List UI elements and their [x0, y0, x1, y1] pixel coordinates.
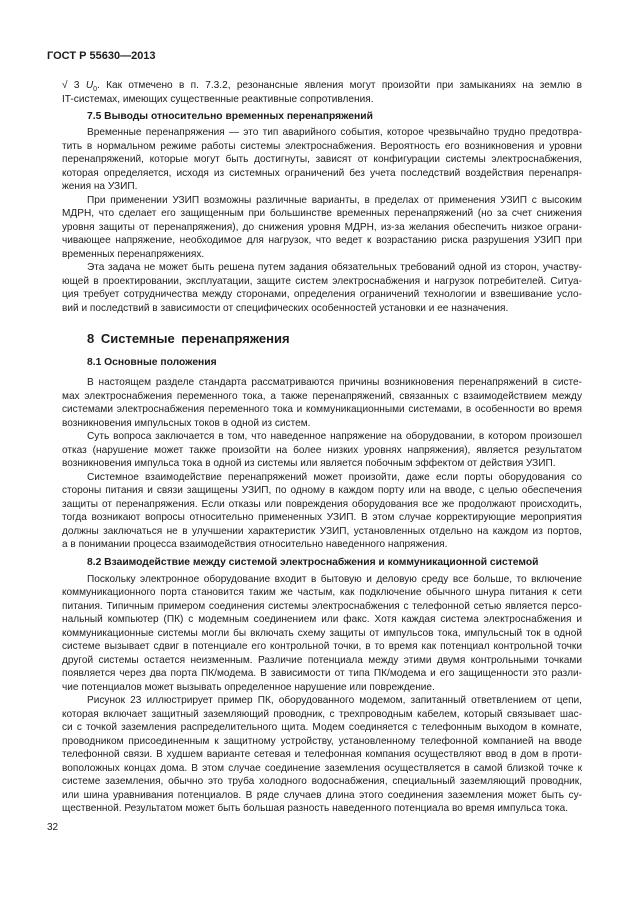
- intro-paragraph: [62, 79, 582, 106]
- intro-line-2: IT-системах, имеющих существенные реактивные сопротивления.: [62, 93, 374, 105]
- page-number: 32: [47, 821, 59, 833]
- section-heading-8-2: 8.2 Взаимодействие между системой электроснабжения и коммуникационной системой: [87, 556, 539, 568]
- section-heading-8: 8 Системные перенапряжения: [87, 331, 290, 346]
- paragraph: [62, 471, 582, 552]
- paragraph-line: уровня защиты от перенапряжения), до снижения уровня МДРН, из-за желания обеспечить низкое ограни-: [62, 221, 582, 233]
- paragraph-line: перенапряжений, которые могут быть достигнуты, зависят от конфигурации системы электроснабжения,: [62, 154, 582, 165]
- paragraph: [62, 430, 582, 471]
- paragraph: [62, 694, 582, 816]
- paragraph: [62, 126, 582, 194]
- paragraph-line: воположных концах дома. В этом случае соединение заземления осуществляется в самой близкой точке к: [62, 762, 582, 774]
- paragraph-line: системами электроснабжения переменного тока и коммуникационными системами, в особенности во время: [62, 404, 582, 415]
- paragraph-line: Рисунок 23 иллюстрирует пример ПК, оборудованного модемом, запитанный ответвлением от цепи,: [87, 695, 582, 706]
- paragraph-line: возникновения импульсных токов в одной из систем.: [62, 417, 311, 429]
- sqrt-symbol: √ 3: [62, 80, 80, 91]
- paragraph-line: появляется через два порта ПК/модема. В зависимости от типа ПК/модема и его защищенности это разли-: [62, 668, 582, 679]
- paragraph-line: В настоящем разделе стандарта рассматриваются причины возникновения перенапряжений в систе-: [87, 377, 582, 388]
- paragraph-line: должны заключаться не в улучшении характеристик УЗИП, установленных отдельно на каждом из портов,: [62, 525, 582, 537]
- paragraph-line: Поскольку электронное оборудование входит в бытовую и деловую среду все больше, то включение: [87, 573, 582, 585]
- paragraph-line: которая определяется, исходя из системных ограничений без учета последствий воздействия перенапря-: [62, 167, 582, 179]
- paragraph-line: системе заземления, обычно это труба холодного водоснабжения, специальный заземляющий проводник,: [62, 776, 582, 787]
- voltage-subscript: 0: [93, 86, 98, 94]
- paragraph-line: которая включает защитный заземляющий проводник, с трехпроводным кабелем, который связывает шас-: [62, 708, 582, 720]
- paragraph-line: другой системы остается неизменным. Различие потенциала между этими двумя контрольными точками: [62, 654, 582, 666]
- paragraph-line: отказ (нарушение может также произойти на более низких уровнях напряжения), является результатом: [62, 444, 582, 456]
- paragraph-line: нальный компьютер (ПК) с модемным соединением или факс. Хотя каждая система электроснабжения и: [62, 614, 582, 625]
- paragraph-line: щественной. Результатом может быть большая разность наведенного потенциала во время импульса тока.: [62, 803, 569, 814]
- section-heading-7-5: 7.5 Выводы относительно временных перенапряжений: [87, 111, 373, 122]
- paragraph-line: коммуникационные системы могли бы включать схему защиты от импульсов тока, импульсный ток в одной: [62, 627, 582, 639]
- paragraph-line: Системное взаимодействие перенапряжений может произойти, даже если порты оборудования со: [87, 471, 582, 483]
- document-header: ГОСТ Р 55630—2013: [47, 50, 156, 62]
- paragraph-line: тогда возникают вопросы относительно примененных УЗИП. В этом случае корректирующие мероприятия: [62, 512, 582, 523]
- paragraph-line: При применении УЗИП возможны различные варианты, в пределах от применения УЗИП с высоким: [87, 194, 582, 206]
- paragraph-line: Суть вопроса заключается в том, что наведенное напряжение на оборудовании, в котором произошел: [87, 431, 582, 442]
- paragraph-line: коммуникационного порта становится таким же частым, как подключение обычного шнура питания к сети: [62, 587, 582, 598]
- section-heading-8-1: 8.1 Основные положения: [87, 357, 217, 368]
- intro-line-1-text: . Как отмечено в п. 7.3.2, резонансные явления могут произойти при замыканиях на землю в: [97, 80, 582, 91]
- paragraph-line: си с точкой заземления распределительного щита. Модем соединяется с телефонным выходом в комнате,: [62, 722, 582, 733]
- paragraph: [62, 573, 582, 695]
- paragraph-line: ющей в проектировании, эксплуатации, защите систем электроснабжения и нагрузок потребителей. Ситуа-: [62, 275, 582, 287]
- intro-line-1: [62, 79, 582, 93]
- paragraph-line: вий и последствий в зависимости от специфических особенностей установки и ее назначения.: [62, 302, 509, 314]
- paragraph: [62, 261, 582, 315]
- voltage-symbol: U: [85, 80, 94, 91]
- paragraph: [62, 194, 582, 262]
- paragraph: [62, 376, 582, 430]
- paragraph-line: системе вызывает сдвиг в потенциале его контрольной точки, в то время как потенциал контрольной точки: [62, 641, 582, 652]
- paragraph-line: Временные перенапряжения — это тип аварийного события, которое чрезвычайно трудно предотвра-: [87, 127, 582, 138]
- paragraph-line: временных перенапряжениях.: [62, 248, 205, 260]
- paragraph-line: стороны питания и связи защищены УЗИП, по одному в каждом порту или на вводе, с целью обеспечения: [62, 485, 582, 496]
- paragraph-line: телефонной связи. В худшем варианте сетевая и телефонная компания осуществляют ввод в дом в проти-: [62, 749, 582, 760]
- paragraph-line: тить в нормальном режиме работы системы электроснабжения. Вероятность его возникновения и уровни: [62, 140, 582, 152]
- paragraph-line: ция требует сотрудничества между сторонами, определения ограничений технологии и взвешивание усло-: [62, 289, 582, 300]
- paragraph-line: МДРН, что сделает его защищенным при большинстве временных перенапряжений (но за счет снижения: [62, 208, 582, 219]
- paragraph-line: проводником присоединенным к защитному устройству, установленному телефонной компанией на вводе: [62, 735, 582, 747]
- paragraph-line: чивающее напряжение, необходимое для нагрузок, что ведет к возрастанию риска разрушения УЗИП при: [62, 235, 582, 246]
- paragraph-line: мах электроснабжения переменного тока, а также перенапряжений, связанных с взаимодействием между: [62, 390, 582, 402]
- paragraph-line: Эта задача не может быть решена путем задания обязательных требований одной из сторон, участву-: [87, 262, 582, 273]
- document-body: [47, 79, 582, 834]
- paragraph-line: питания. Типичным примером соединения системы электроснабжения с телефонной сетью является персо-: [62, 600, 582, 612]
- paragraph-line: жения на УЗИП.: [62, 181, 138, 192]
- paragraph-line: возникновения импульса тока в одной из системы или является побочным эффектом от действия УЗИП.: [62, 458, 556, 469]
- paragraph-line: чие потенциалов может вызывать определенное нарушение или повреждение.: [62, 681, 435, 693]
- paragraph-line: а в понимании процесса взаимодействия относительно наведенного напряжения.: [62, 539, 448, 550]
- paragraph-line: защиты от перенапряжения. Если отказы или повреждения оборудования все же продолжают происходить,: [62, 498, 582, 510]
- paragraph-line: или шина уравнивания потенциалов. В ряде случаев длина этого соединения заземления может быть су-: [62, 789, 582, 801]
